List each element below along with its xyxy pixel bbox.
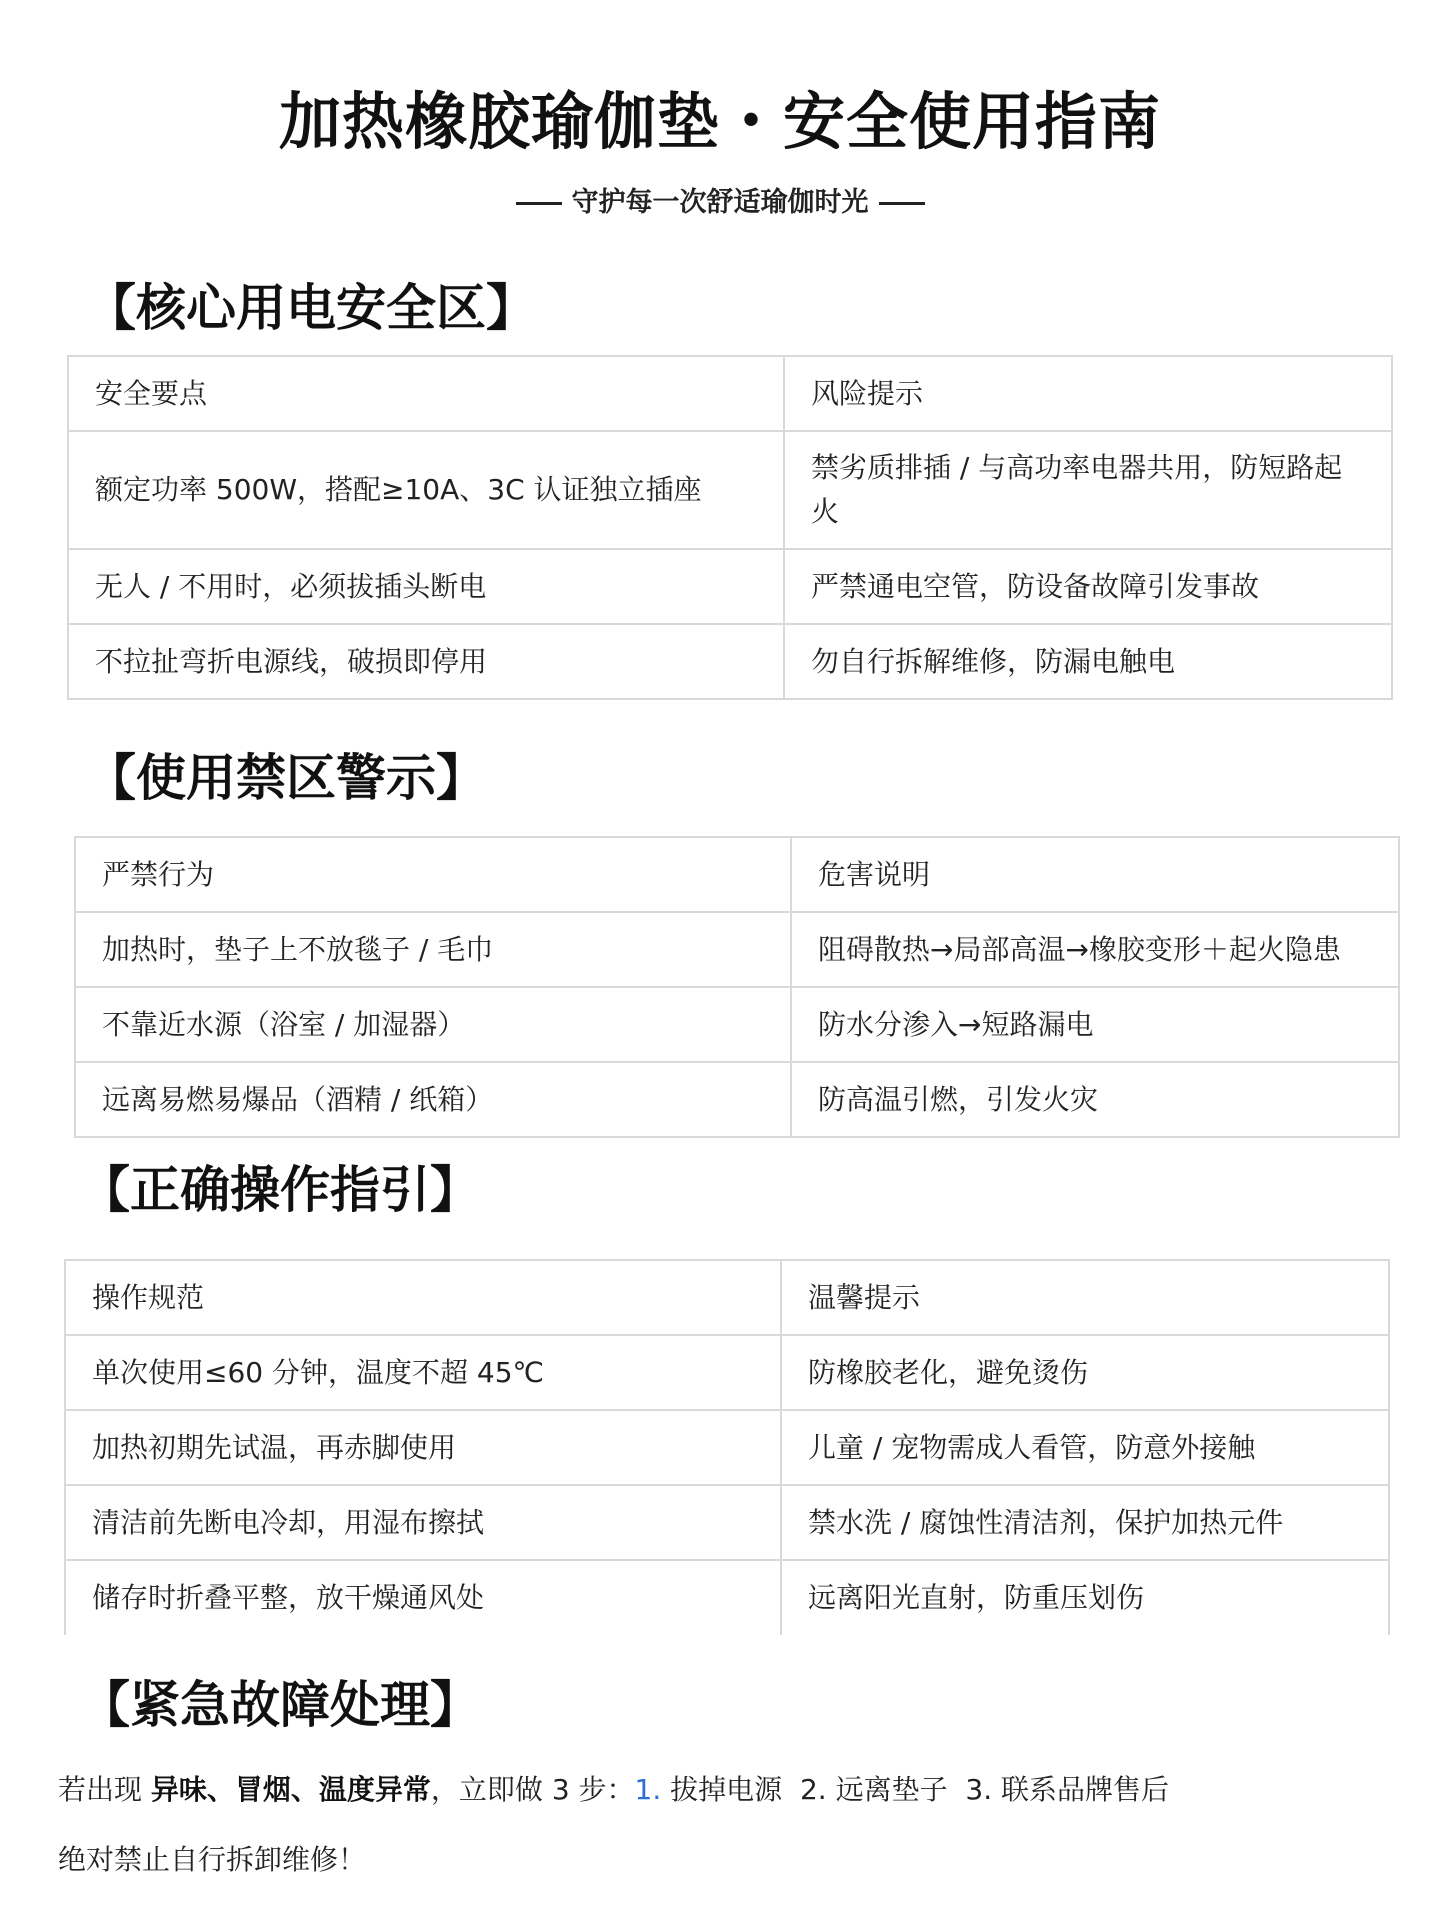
step-2-text: 2. 远离垫子 [799,1773,966,1806]
step-3-text: 3. 联系品牌售后 [965,1773,1170,1806]
table-header-cell: 温馨提示 [781,1260,1389,1335]
page-subtitle [0,180,1440,219]
table-row [65,1485,1389,1560]
table-row [65,1335,1389,1410]
table-cell: 清洁前先断电冷却，用湿布擦拭 [65,1485,781,1560]
table-cell: 加热初期先试温，再赤脚使用 [65,1410,781,1485]
table-cell: 额定功率 500W，搭配≥10A、3C 认证独立插座 [68,431,784,549]
table-header-cell: 严禁行为 [75,837,791,912]
step-1-text: 拔掉电源 [661,1773,800,1806]
table-row [68,549,1392,624]
emergency-warning: 绝对禁止自行拆卸维修！ [58,1843,367,1876]
page-title: 加热橡胶瑜伽垫・安全使用指南 [278,85,1161,158]
emergency-prefix: 若出现 [58,1773,151,1806]
subtitle-dash-left [516,202,562,205]
table-cell: 无人 / 不用时，必须拔插头断电 [68,549,784,624]
table-cell: 禁水洗 / 腐蚀性清洁剂，保护加热元件 [781,1485,1389,1560]
table-row [75,1062,1399,1137]
table-row [65,1560,1389,1635]
table-header-row [75,837,1399,912]
table-cell: 禁劣质排插 / 与高功率电器共用，防短路起火 [784,431,1392,549]
subtitle-dash-right [879,202,925,205]
table-cell: 不靠近水源（浴室 / 加湿器） [75,987,791,1062]
table-cell: 防橡胶老化，避免烫伤 [781,1335,1389,1410]
table-row [68,431,1392,549]
step-1-number: 1. [634,1773,662,1806]
table-cell: 不拉扯弯折电源线，破损即停用 [68,624,784,699]
table-header-cell: 危害说明 [791,837,1399,912]
section-heading-core: 【核心用电安全区】 [86,279,536,337]
table-header-cell: 操作规范 [65,1260,781,1335]
core-safety-table [67,355,1393,700]
table-header-row [68,356,1392,431]
table-header-row [65,1260,1389,1335]
table-cell: 加热时，垫子上不放毯子 / 毛巾 [75,912,791,987]
table-cell: 远离阳光直射，防重压划伤 [781,1560,1389,1635]
table-header-cell: 风险提示 [784,356,1392,431]
subtitle-text: 守护每一次舒适瑜伽时光 [571,187,869,218]
section-heading-operation: 【正确操作指引】 [80,1161,480,1219]
table-header-cell: 安全要点 [68,356,784,431]
table-cell: 防水分渗入→短路漏电 [791,987,1399,1062]
section-heading-forbidden: 【使用禁区警示】 [86,749,486,807]
table-cell: 防高温引燃，引发火灾 [791,1062,1399,1137]
operation-table [64,1259,1390,1635]
table-cell: 儿童 / 宠物需成人看管，防意外接触 [781,1410,1389,1485]
table-cell: 严禁通电空管，防设备故障引发事故 [784,549,1392,624]
table-cell: 远离易燃易爆品（酒精 / 纸箱） [75,1062,791,1137]
section-heading-emergency: 【紧急故障处理】 [80,1676,480,1734]
table-row [68,624,1392,699]
emergency-symptoms: 异味、冒烟、温度异常 [150,1773,431,1806]
table-cell: 勿自行拆解维修，防漏电触电 [784,624,1392,699]
table-row [65,1410,1389,1485]
table-row [75,987,1399,1062]
table-cell: 阻碍散热→局部高温→橡胶变形＋起火隐患 [791,912,1399,987]
emergency-steps [58,1768,1169,1808]
forbidden-table [74,836,1400,1138]
emergency-mid: ，立即做 3 步： [430,1773,635,1806]
table-row [75,912,1399,987]
table-cell: 储存时折叠平整，放干燥通风处 [65,1560,781,1635]
table-cell: 单次使用≤60 分钟，温度不超 45℃ [65,1335,781,1410]
